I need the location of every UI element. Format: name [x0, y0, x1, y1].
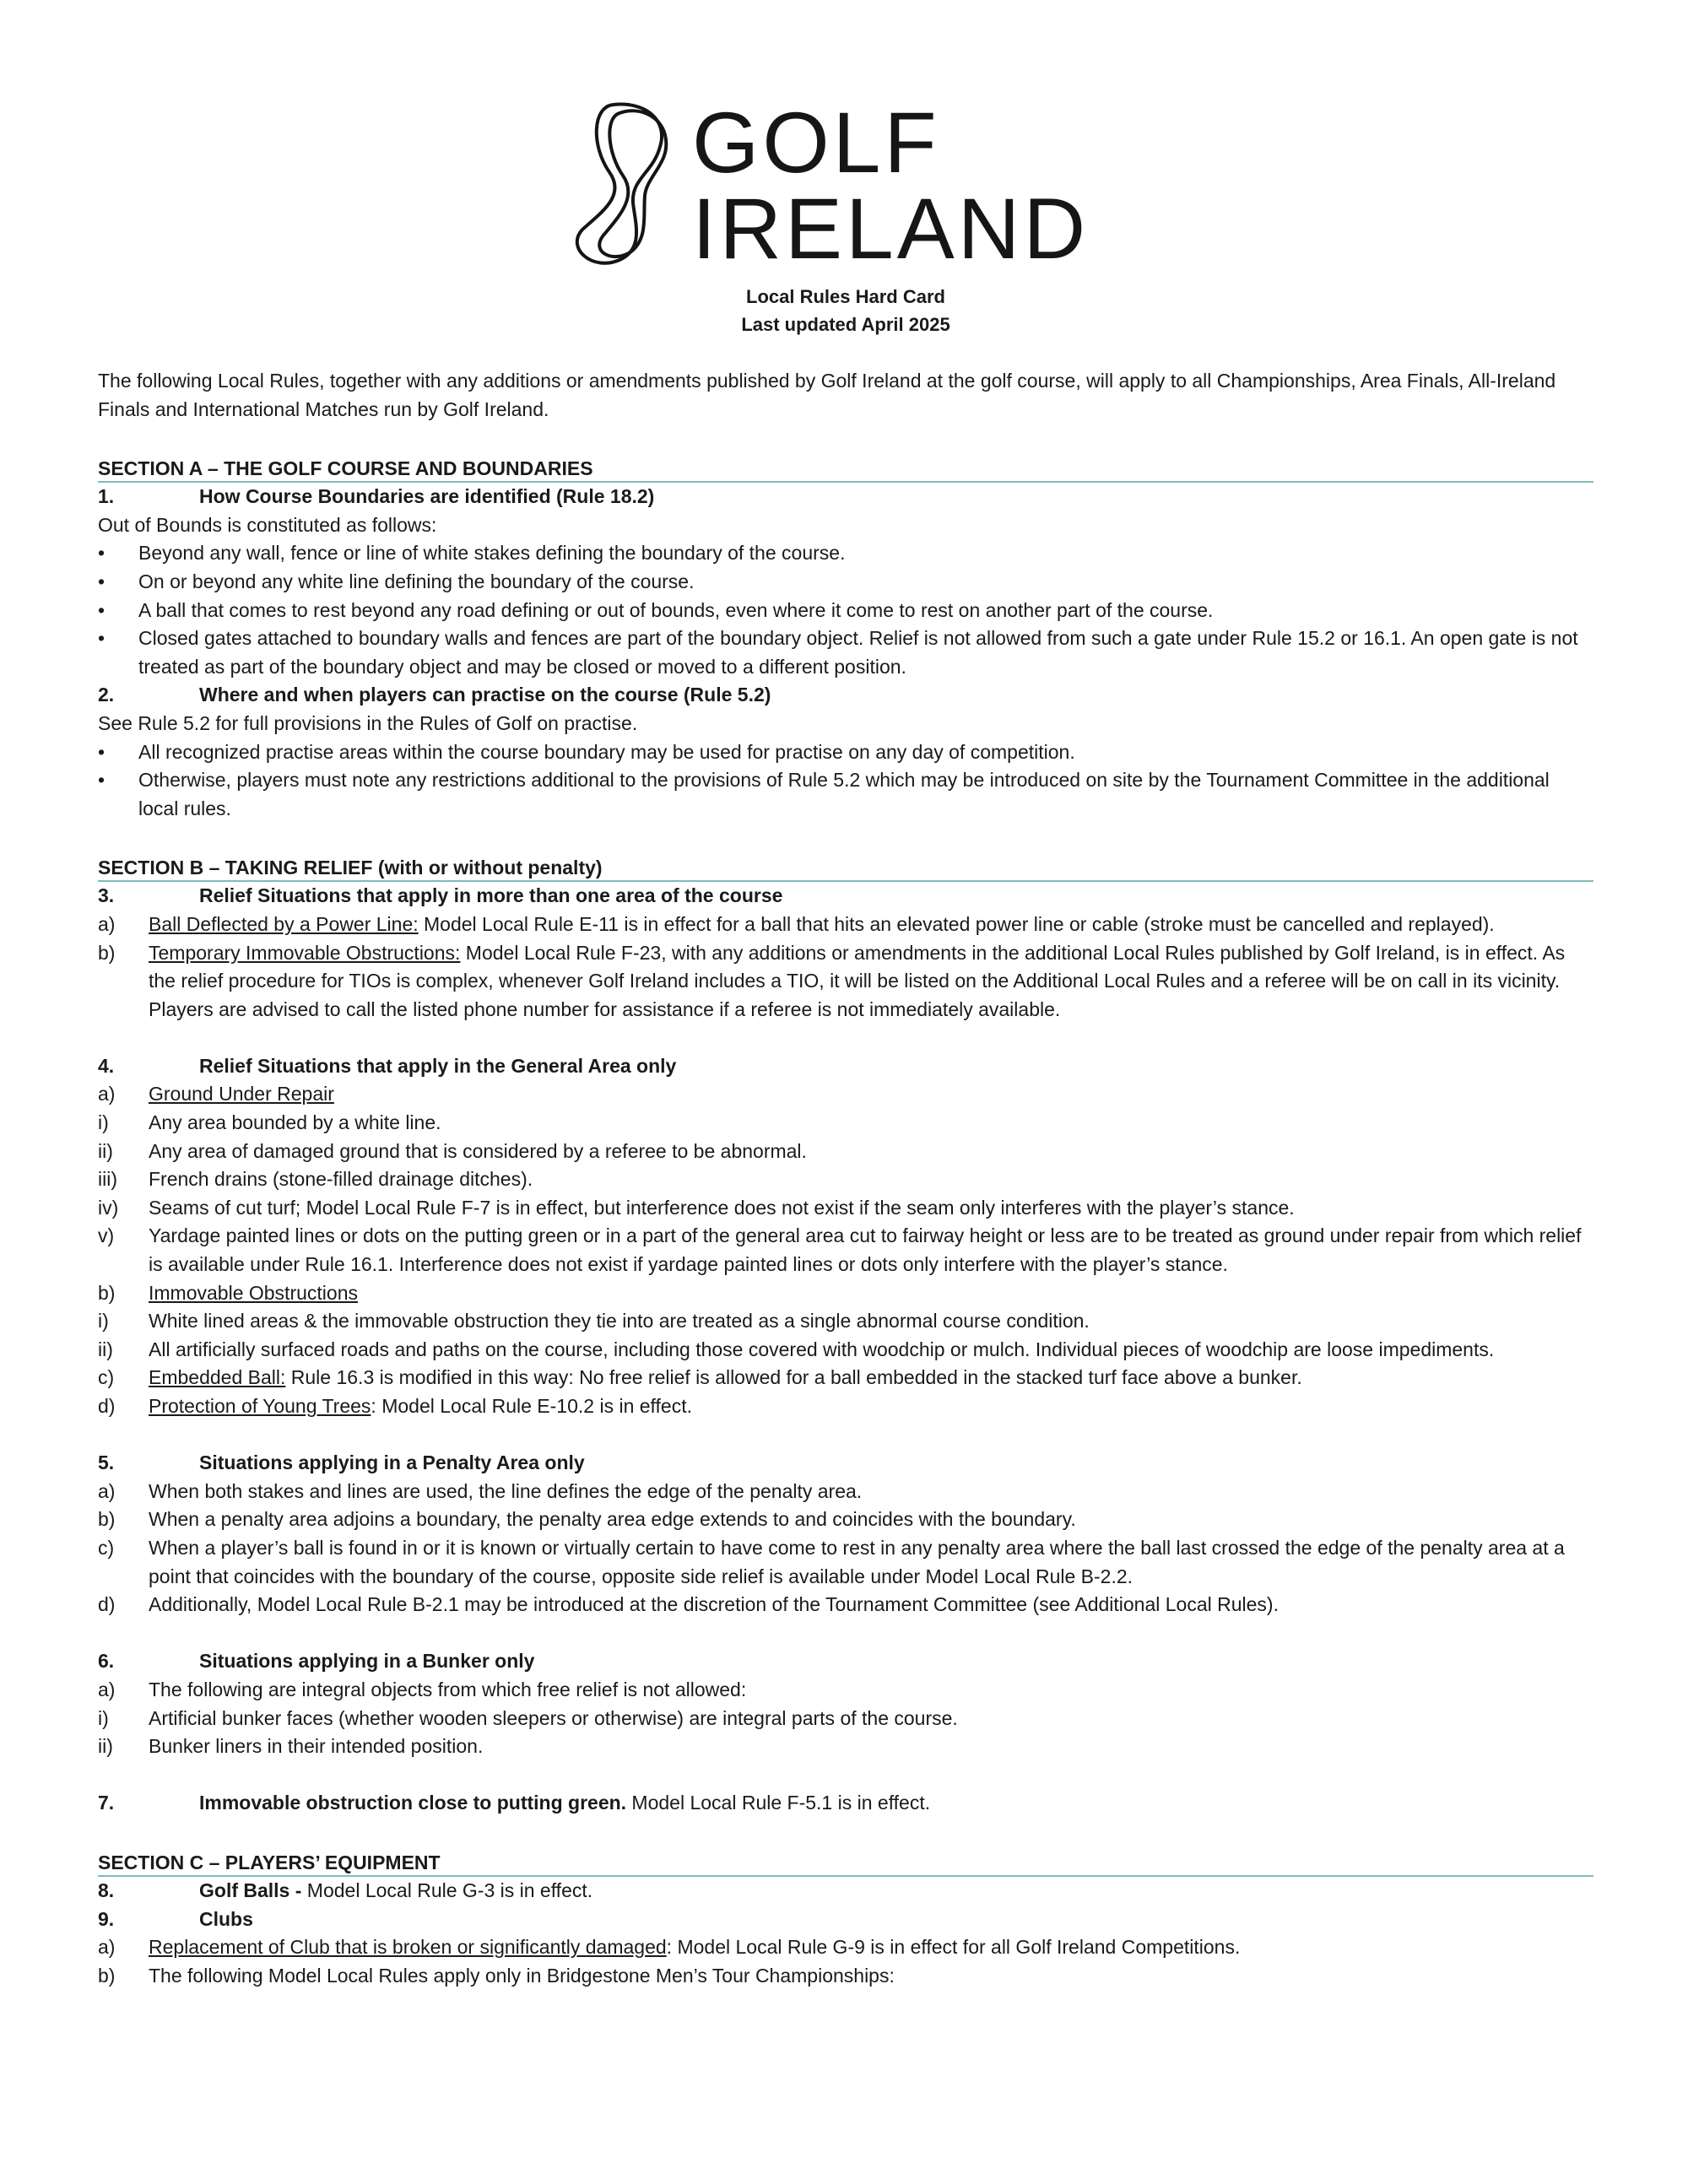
spacer — [98, 1421, 1593, 1450]
list-item-text: The following Model Local Rules apply only in Bridgestone Men’s Tour Championships: — [149, 1964, 895, 1987]
list-item-text — [149, 1392, 1593, 1421]
item-title — [199, 1789, 1593, 1818]
list-item — [98, 1392, 1593, 1421]
underlined-term: Embedded Ball: — [149, 1366, 286, 1389]
list-label: b) — [98, 941, 116, 964]
list-label: a) — [98, 1479, 116, 1502]
underlined-term: Temporary Immovable Obstructions: — [149, 941, 461, 964]
item-title: Relief Situations that apply in the General Area only — [199, 1054, 677, 1077]
list-label: i) — [98, 1310, 109, 1333]
list-item — [98, 1138, 1593, 1166]
spacer — [98, 1761, 1593, 1790]
list-item — [98, 1364, 1593, 1392]
item-1-heading — [98, 483, 1593, 511]
section-c-heading: SECTION C – PLAYERS’ EQUIPMENT — [98, 1846, 1593, 1877]
item-5-heading — [98, 1449, 1593, 1478]
list-item-text: Any area of damaged ground that is considered by a referee to be abnormal. — [149, 1139, 807, 1162]
list-label: a) — [98, 1936, 116, 1959]
list-item — [98, 539, 1593, 568]
list-item-text: Closed gates attached to boundary walls and fences are part of the boundary object. Relief is not allowed from such a gate under Rule 15.2 or 16.1. An open gate is not treated as part of the boundary object and may be closed or moved to a different position. — [138, 627, 1578, 678]
list-item-text: Any area bounded by a white line. — [149, 1111, 441, 1134]
item-title-rest: Model Local Rule G-3 is in effect. — [301, 1879, 593, 1901]
list-item-text — [149, 939, 1593, 1024]
list-item-text: When both stakes and lines are used, the line defines the edge of the penalty area. — [149, 1479, 863, 1502]
item-title: Situations applying in a Bunker only — [199, 1650, 535, 1673]
list-item-text: When a penalty area adjoins a boundary, the penalty area edge extends to and coincides with the boundary. — [149, 1508, 1076, 1531]
item-title: Relief Situations that apply in more than one area of the course — [199, 884, 783, 907]
item-2-lead: See Rule 5.2 for full provisions in the Rules of Golf on practise. — [98, 711, 638, 734]
item-number: 5. — [98, 1451, 115, 1474]
list-label: iii) — [98, 1168, 117, 1191]
list-item-text — [149, 1933, 1593, 1962]
bullet-icon: • — [98, 542, 106, 565]
list-item — [98, 738, 1593, 767]
list-item — [98, 939, 1593, 1024]
underlined-term: Ground Under Repair — [149, 1083, 334, 1106]
item-number: 2. — [98, 684, 115, 706]
list-label: ii) — [98, 1139, 113, 1162]
bullet-icon: • — [98, 570, 106, 592]
document-title: Local Rules Hard Card — [746, 286, 945, 307]
list-item — [98, 1165, 1593, 1194]
item-title: How Course Boundaries are identified (Rule 18.2) — [199, 485, 655, 508]
list-item — [98, 1279, 1593, 1308]
list-label: b) — [98, 1964, 116, 1987]
list-item-text: All recognized practise areas within the course boundary may be used for practise on any day of competition. — [138, 740, 1075, 763]
list-item-text: Artificial bunker faces (whether wooden sleepers or otherwise) are integral parts of the course. — [149, 1706, 958, 1729]
list-item — [98, 624, 1593, 681]
list-item-text — [149, 1364, 1593, 1392]
list-item-text: Additionally, Model Local Rule B-2.1 may be introduced at the discretion of the Tournament Committee (see Additional Local Rules). — [149, 1593, 1279, 1616]
list-item-text: Otherwise, players must note any restrictions additional to the provisions of Rule 5.2 which may be introduced on site by the Tournament Committee in the additional local rules. — [138, 769, 1550, 819]
logo-word-golf: GOLF — [692, 95, 940, 191]
list-item — [98, 1478, 1593, 1506]
list-label: b) — [98, 1508, 116, 1531]
item-number: 8. — [98, 1879, 115, 1901]
list-item-text: When a player’s ball is found in or it is known or virtually certain to have come to rest in any penalty area where the ball last crossed the edge of the penalty area at a point that coincides with the boundary of the course, opposite side relief is available under Model Local Rule B-2.2. — [149, 1536, 1565, 1587]
underlined-term: Protection of Young Trees — [149, 1395, 371, 1417]
list-item — [98, 1705, 1593, 1733]
logo-word-ireland: IRELAND — [692, 181, 1090, 277]
item-number: 9. — [98, 1907, 115, 1930]
list-label: a) — [98, 1678, 116, 1700]
list-item — [98, 597, 1593, 625]
list-label: v) — [98, 1224, 115, 1247]
section-b-heading: SECTION B – TAKING RELIEF (with or without penalty) — [98, 851, 1593, 882]
list-item-body: Model Local Rule F-23, with any additions or amendments in the additional Local Rules published by Golf Ireland, is in effect. As the relief procedure for TIOs is complex, whenever Golf Ireland includes a TIO, it will be listed on the Additional Local Rules and a referee will be on call in its vicinity. Players are advised to call the listed phone number for assistance if a referee is not immediately available. — [149, 941, 1566, 1020]
list-item-text: A ball that comes to rest beyond any road defining or out of bounds, even where it come to rest on another part of the course. — [138, 598, 1214, 621]
spacer — [98, 1024, 1593, 1052]
intro-paragraph: The following Local Rules, together with any additions or amendments published by Golf Ireland at the golf course, will apply to all Championships, Area Finals, All-Ireland Finals and International Matches run by Golf Ireland. — [98, 370, 1556, 420]
list-label: ii) — [98, 1338, 113, 1360]
list-item — [98, 1534, 1593, 1591]
golf-ireland-logo — [567, 95, 1124, 277]
item-title — [199, 1877, 1593, 1906]
list-label: d) — [98, 1395, 116, 1417]
spacer — [98, 1619, 1593, 1648]
item-title: Clubs — [199, 1907, 253, 1930]
item-9-heading — [98, 1906, 1593, 1934]
item-title: Situations applying in a Penalty Area only — [199, 1451, 585, 1474]
item-title-bold: Golf Balls - — [199, 1879, 302, 1901]
item-6-heading — [98, 1647, 1593, 1676]
list-item-text: Seams of cut turf; Model Local Rule F-7 is in effect, but interference does not exist if the seam only interferes with the player’s stance. — [149, 1196, 1295, 1219]
underlined-term: Replacement of Club that is broken or significantly damaged — [149, 1936, 667, 1959]
list-item-text: Yardage painted lines or dots on the putting green or in a part of the general area cut to fairway height or less are to be treated as ground under repair from which relief is available under Rule 16.1. Interference does not exist if yardage painted lines or dots only interfere with the player’s stance. — [149, 1224, 1582, 1276]
section-a-heading: SECTION A – THE GOLF COURSE AND BOUNDARIES — [98, 452, 1593, 483]
list-label: ii) — [98, 1735, 113, 1758]
list-item-text: The following are integral objects from which free relief is not allowed: — [149, 1678, 747, 1700]
list-item-text: On or beyond any white line defining the boundary of the course. — [138, 570, 695, 592]
list-item — [98, 1676, 1593, 1705]
item-4-heading — [98, 1052, 1593, 1081]
list-item-text — [149, 911, 1593, 939]
list-item-body: : Model Local Rule G-9 is in effect for all Golf Ireland Competitions. — [666, 1936, 1241, 1959]
item-title: Where and when players can practise on the course (Rule 5.2) — [199, 684, 771, 706]
list-item-body: : Model Local Rule E-10.2 is in effect. — [371, 1395, 692, 1417]
item-number: 6. — [98, 1650, 115, 1673]
underlined-term: Immovable Obstructions — [149, 1281, 358, 1304]
list-item — [98, 1506, 1593, 1534]
list-item-body: Model Local Rule E-11 is in effect for a ball that hits an elevated power line or cable (stroke must be cancelled and replayed). — [418, 912, 1495, 935]
list-item — [98, 1962, 1593, 1991]
list-item — [98, 1933, 1593, 1962]
list-label: b) — [98, 1281, 116, 1304]
item-2-heading — [98, 681, 1593, 710]
list-item — [98, 1733, 1593, 1761]
list-item-text: All artificially surfaced roads and paths on the course, including those covered with woodchip or mulch. Individual pieces of woodchip are loose impediments. — [149, 1338, 1495, 1360]
item-title-bold: Immovable obstruction close to putting green. — [199, 1792, 627, 1814]
list-item — [98, 1336, 1593, 1365]
item-number: 1. — [98, 485, 115, 508]
list-item-text: Bunker liners in their intended position. — [149, 1735, 484, 1758]
list-item — [98, 1222, 1593, 1279]
list-item-text: French drains (stone-filled drainage ditches). — [149, 1168, 533, 1191]
item-title-rest: Model Local Rule F-5.1 is in effect. — [626, 1792, 931, 1814]
item-number: 3. — [98, 884, 115, 907]
bullet-icon: • — [98, 598, 106, 621]
list-item — [98, 1109, 1593, 1138]
bullet-icon: • — [98, 740, 106, 763]
list-item — [98, 1194, 1593, 1223]
item-7-heading — [98, 1789, 1593, 1818]
list-item — [98, 568, 1593, 597]
item-number: 7. — [98, 1792, 115, 1814]
document-body — [98, 283, 1593, 1990]
bullet-icon: • — [98, 769, 106, 792]
list-label: iv) — [98, 1196, 119, 1219]
item-number: 4. — [98, 1054, 115, 1077]
list-item-body: Rule 16.3 is modified in this way: No free relief is allowed for a ball embedded in the stacked turf face above a bunker. — [285, 1366, 1302, 1389]
underlined-term: Ball Deflected by a Power Line: — [149, 912, 419, 935]
list-label: a) — [98, 1083, 116, 1106]
item-1-lead: Out of Bounds is constituted as follows: — [98, 513, 437, 536]
list-item — [98, 1591, 1593, 1619]
item-3-heading — [98, 882, 1593, 911]
golf-ireland-logo-mark-icon — [567, 95, 694, 272]
list-item-text: Beyond any wall, fence or line of white stakes defining the boundary of the course. — [138, 542, 846, 565]
list-item — [98, 1080, 1593, 1109]
list-item — [98, 766, 1593, 823]
list-label: c) — [98, 1536, 115, 1559]
list-label: i) — [98, 1111, 109, 1134]
item-8-heading — [98, 1877, 1593, 1906]
list-label: d) — [98, 1593, 116, 1616]
list-label: a) — [98, 912, 116, 935]
last-updated: Last updated April 2025 — [741, 314, 950, 335]
list-item — [98, 911, 1593, 939]
bullet-icon: • — [98, 627, 106, 650]
list-item-text: White lined areas & the immovable obstruction they tie into are treated as a single abnormal course condition. — [149, 1310, 1090, 1333]
list-item — [98, 1307, 1593, 1336]
list-label: c) — [98, 1366, 115, 1389]
list-label: i) — [98, 1706, 109, 1729]
